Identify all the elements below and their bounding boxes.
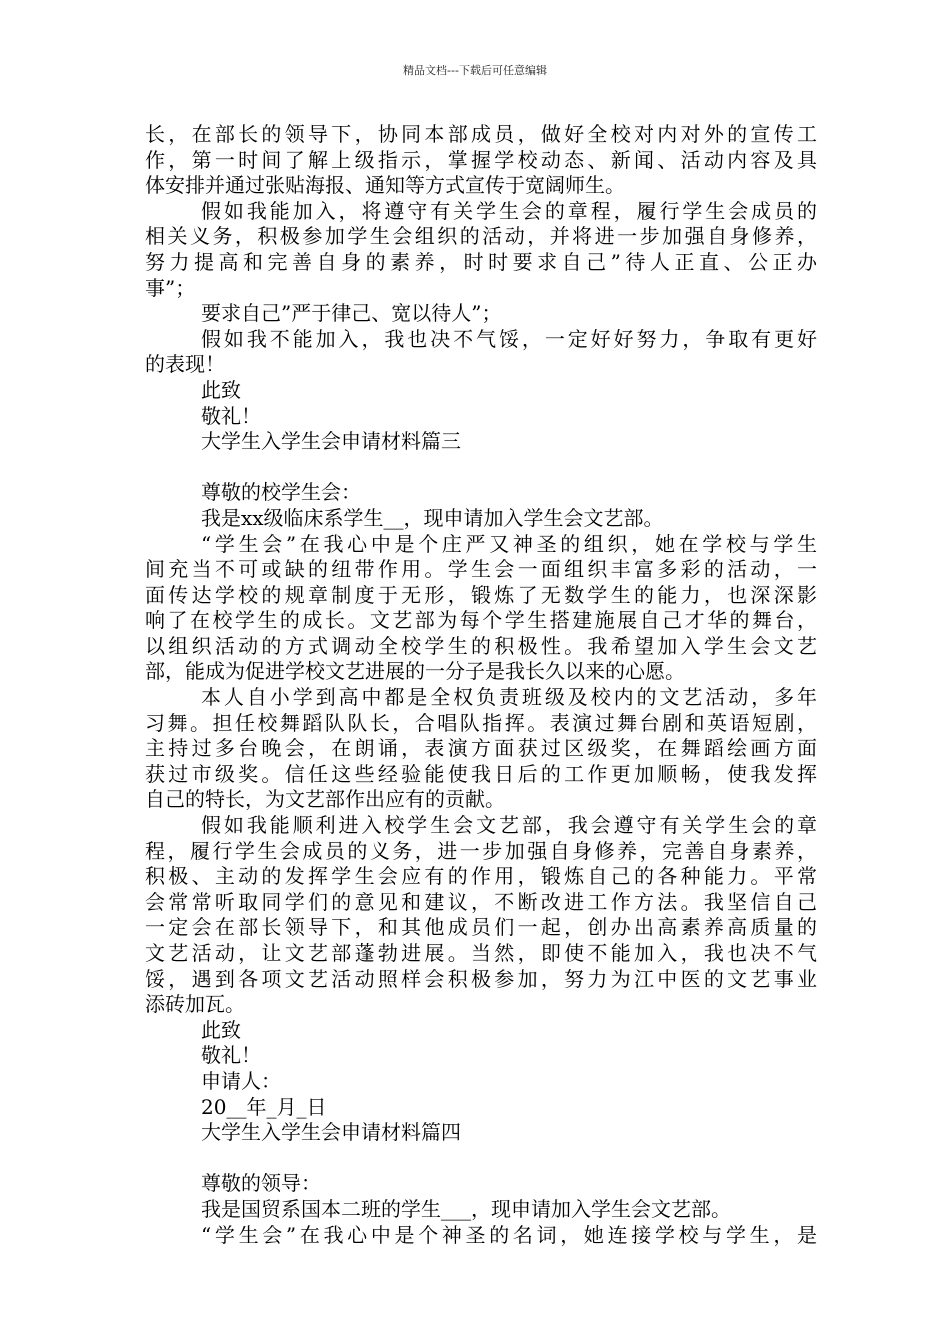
text-line: 部，能成为促进学校文艺进展的一分子是我长久以来的心愿。 bbox=[145, 659, 685, 684]
text-line: “学生会”在我心中是个神圣的名词，她连接学校与学生，是 bbox=[201, 1222, 817, 1247]
text-line: 此致 bbox=[201, 1017, 241, 1042]
text-line: 响了在校学生的成长。文艺部为每个学生搭建施展自己才华的舞台， bbox=[145, 608, 817, 633]
text-line: 积极、主动的发挥学生会应有的作用，锻炼自己的各种能力。平常 bbox=[145, 864, 817, 889]
document-body bbox=[145, 122, 817, 1248]
text-line: 的表现！ bbox=[145, 352, 225, 377]
text-line: 自己的特长，为文艺部作出应有的贡献。 bbox=[145, 787, 505, 812]
text-line: 体安排并通过张贴海报、通知等方式宣传于宽阔师生。 bbox=[145, 173, 625, 198]
text-line: 大学生入学生会申请材料篇三 bbox=[201, 429, 461, 454]
text-line: 间充当不可或缺的纽带作用。学生会一面组织丰富多彩的活动，一 bbox=[145, 557, 817, 582]
text-line: 尊敬的领导： bbox=[201, 1171, 321, 1196]
text-line: 馁，遇到各项文艺活动照样会积极参加，努力为江中医的文艺事业 bbox=[145, 966, 817, 991]
text-line: 此致 bbox=[201, 377, 241, 402]
text-line: 文艺活动，让文艺部蓬勃进展。当然，即使不能加入，我也决不气 bbox=[145, 941, 817, 965]
text-line: 要求自己”严于律己、宽以待人”； bbox=[201, 301, 502, 326]
text-line: 相关义务，积极参加学生会组织的活动，并将进一步加强自身修养， bbox=[145, 224, 817, 249]
blank-line bbox=[145, 1146, 817, 1172]
page-header: 精品文档---下载后可任意编辑 bbox=[403, 64, 547, 77]
text-line: 敬礼！ bbox=[201, 1043, 261, 1068]
text-line: 我是国贸系国本二班的学生___，现申请加入学生会文艺部。 bbox=[201, 1196, 731, 1221]
text-line: 假如我不能加入，我也决不气馁，一定好好努力，争取有更好 bbox=[201, 326, 817, 351]
text-line: 会常常听取同学们的意见和建议，不断改进工作方法。我坚信自己 bbox=[145, 889, 817, 914]
text-line: “学生会”在我心中是个庄严又神圣的组织，她在学校与学生 bbox=[201, 531, 817, 556]
text-line: 假如我能顺利进入校学生会文艺部，我会遵守有关学生会的章 bbox=[201, 813, 817, 838]
text-line: 主持过多台晚会，在朗诵，表演方面获过区级奖，在舞蹈绘画方面 bbox=[145, 736, 817, 761]
text-line: 申请人： bbox=[201, 1068, 281, 1093]
text-line: 大学生入学生会申请材料篇四 bbox=[201, 1120, 461, 1145]
text-line: 以组织活动的方式调动全校学生的积极性。我希望加入学生会文艺 bbox=[145, 633, 817, 658]
text-line: 敬礼！ bbox=[201, 403, 261, 428]
text-line: 长，在部长的领导下，协同本部成员，做好全校对内对外的宣传工 bbox=[145, 122, 817, 146]
text-line: 努力提高和完善自身的素养，时时要求自己”待人正直、公正办 bbox=[145, 249, 817, 274]
text-line: 习舞。担任校舞蹈队队长，合唱队指挥。表演过舞台剧和英语短剧， bbox=[145, 710, 817, 735]
text-line: 面传达学校的规章制度于无形，锻炼了无数学生的能力，也深深影 bbox=[145, 582, 817, 607]
text-line: 尊敬的校学生会： bbox=[201, 480, 361, 505]
text-line: 本人自小学到高中都是全权负责班级及校内的文艺活动，多年 bbox=[201, 685, 817, 710]
blank-line bbox=[145, 455, 817, 481]
text-line: 假如我能加入，将遵守有关学生会的章程，履行学生会成员的 bbox=[201, 198, 817, 223]
text-line: 获过市级奖。信任这些经验能使我日后的工作更加顺畅，使我发挥 bbox=[145, 761, 817, 786]
text-line: 添砖加瓦。 bbox=[145, 992, 245, 1017]
text-line: 我是xx级临床系学生__，现申请加入学生会文艺部。 bbox=[201, 505, 664, 530]
text-line: 20__年_月_日 bbox=[201, 1094, 327, 1119]
text-line: 事”； bbox=[145, 275, 196, 300]
text-line: 作，第一时间了解上级指示，掌握学校动态、新闻、活动内容及具 bbox=[145, 147, 817, 172]
text-line: 程，履行学生会成员的义务，进一步加强自身修养，完善自身素养， bbox=[145, 838, 817, 863]
text-line: 一定会在部长领导下，和其他成员们一起，创办出高素养高质量的 bbox=[145, 915, 817, 940]
